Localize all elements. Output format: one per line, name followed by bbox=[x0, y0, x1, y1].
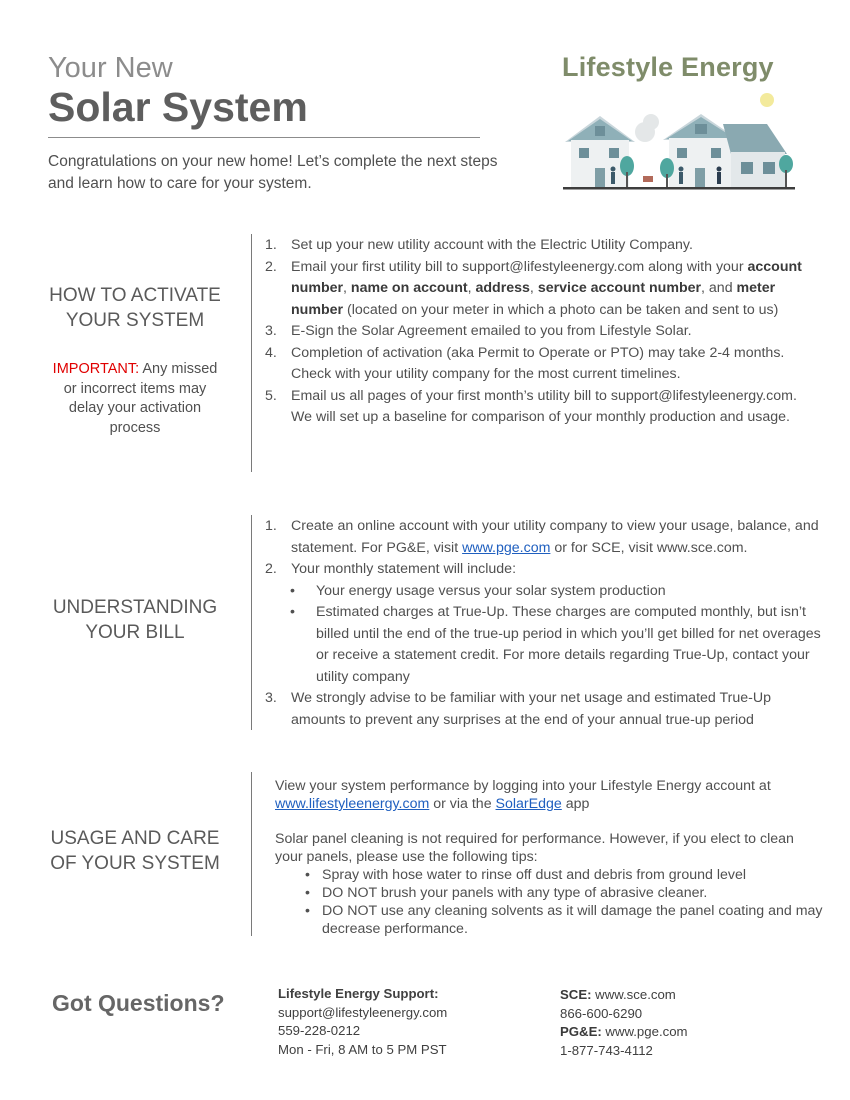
houses-illustration bbox=[555, 82, 805, 194]
important-label: IMPORTANT: bbox=[52, 361, 140, 377]
pge-row bbox=[560, 1023, 688, 1042]
list-item: • DO NOT brush your panels with any type of abrasive cleaner. bbox=[305, 885, 708, 901]
list-item: 3. E-Sign the Solar Agreement emailed to you from Lifestyle Solar. bbox=[265, 323, 692, 339]
care-p1-tail: app bbox=[561, 796, 590, 812]
separator: , bbox=[343, 280, 351, 296]
step-2-tail: (located on your meter in which a photo can be taken and sent to us) bbox=[343, 301, 779, 318]
activate-step-5: Email us all pages of your first month’s utility bill to support@lifestyleenergy.com. We will set up a baseline for comparison of your monthly production and usage. bbox=[291, 387, 797, 425]
support-label: Lifestyle Energy Support: bbox=[278, 986, 439, 1001]
service-account-number-term: service account number bbox=[537, 280, 702, 296]
solaredge-link[interactable]: SolarEdge bbox=[495, 796, 562, 812]
statement-bullet-1: Your energy usage versus your solar system production bbox=[316, 582, 666, 599]
questions-title: Got Questions? bbox=[52, 990, 225, 1016]
care-heading: USAGE AND CARE OF YOUR SYSTEM bbox=[50, 828, 220, 874]
sce-row bbox=[560, 986, 688, 1005]
important-text: Any missed or incorrect items may delay your activation process bbox=[63, 361, 218, 436]
sce-phone: 866-600-6290 bbox=[560, 1005, 643, 1021]
bill-step-1 bbox=[291, 518, 819, 556]
tip-1: Spray with hose water to rinse off dust and debris from ground level bbox=[322, 867, 747, 883]
separator: , and bbox=[701, 280, 737, 296]
activate-step-2 bbox=[291, 259, 802, 318]
sce-site[interactable]: www.sce.com bbox=[591, 987, 676, 1002]
pge-site[interactable]: www.pge.com bbox=[601, 1024, 688, 1039]
name-on-account-term: name on account bbox=[350, 280, 468, 296]
care-paragraph-1 bbox=[275, 777, 820, 813]
cleaning-tips bbox=[275, 866, 825, 938]
title-line-1: Your New bbox=[48, 52, 173, 84]
utility-contacts bbox=[560, 986, 688, 1060]
statement-bullets bbox=[265, 581, 821, 689]
important-note bbox=[45, 360, 225, 438]
logo-text: Lifestyle Energy bbox=[562, 52, 774, 82]
list-item: 5. Email us all pages of your first month’s utility bill to support@lifestyleenergy.com. We will set up a baseline for comparison of your monthly production and usage. bbox=[265, 387, 797, 425]
separator: , bbox=[529, 280, 538, 296]
support-phone: 559-228-0212 bbox=[278, 1023, 361, 1038]
list-item: 2. Email your first utility bill to support@lifestyleenergy.com along with your account number, name on account, address, service account number, and meter number (located on your meter in which a photo can be taken and sent to us) bbox=[265, 258, 802, 318]
bill-step-3: We strongly advise to be familiar with your net usage and estimated True-Up amounts to prevent any surprises at the end of your annual true-up period bbox=[291, 690, 771, 728]
list-item: 3. We strongly advise to be familiar with your net usage and estimated True-Up amounts to prevent any surprises at the end of your annual true-up period bbox=[265, 690, 771, 728]
list-item: 1. Set up your new utility account with the Electric Utility Company. bbox=[265, 237, 693, 253]
tip-3: DO NOT use any cleaning solvents as it will damage the panel coating and may decrease performance. bbox=[322, 903, 823, 937]
bill-step-1-text: Create an online account with your utility company to view your usage, balance, and statement. For PG&E, visit bbox=[291, 518, 819, 556]
lifestyleenergy-link[interactable]: www.lifestyleenergy.com bbox=[275, 796, 430, 812]
activate-steps bbox=[265, 235, 813, 429]
care-divider bbox=[251, 772, 252, 936]
list-item: • Estimated charges at True-Up. These charges are computed monthly, but isn’t billed until the end of the true-up period in which you’ll get billed for net overages or receive a statement credit. For more details regarding True-Up, contact your utility company bbox=[290, 604, 821, 685]
list-item: 1. Create an online account with your utility company to view your usage, balance, and statement. For PG&E, visit www.pge.com or for SCE, visit www.sce.com. bbox=[265, 518, 819, 556]
support-hours: Mon - Fri, 8 AM to 5 PM PST bbox=[278, 1041, 447, 1057]
care-p1-mid: or via the bbox=[429, 796, 496, 812]
tip-2: DO NOT brush your panels with any type of abrasive cleaner. bbox=[322, 885, 708, 901]
pge-phone: 1-877-743-4112 bbox=[560, 1042, 653, 1058]
list-item: • Spray with hose water to rinse off dust and debris from ground level bbox=[305, 867, 747, 883]
bill-step-2: Your monthly statement will include: bbox=[291, 561, 517, 577]
bill-divider bbox=[251, 515, 252, 730]
activate-step-4: Completion of activation (aka Permit to Operate or PTO) may take 2-4 months. Check with your utility company for the most current timelines. bbox=[291, 344, 785, 382]
bill-heading: UNDERSTANDING YOUR BILL bbox=[52, 597, 218, 643]
pge-label: PG&E: bbox=[560, 1024, 602, 1039]
list-item: • Your energy usage versus your solar system production bbox=[290, 582, 666, 599]
title-divider bbox=[48, 137, 480, 138]
bill-step-1-tail: or for SCE, visit www.sce.com. bbox=[550, 539, 748, 556]
support-email[interactable]: support@lifestyleenergy.com bbox=[278, 1004, 448, 1020]
meter-number-term: meter number bbox=[291, 280, 776, 318]
page-title: Solar System bbox=[48, 84, 308, 130]
separator: , bbox=[467, 280, 476, 296]
support-contact bbox=[278, 985, 447, 1059]
pge-link[interactable]: www.pge.com bbox=[462, 539, 551, 556]
list-item: 4. Completion of activation (aka Permit to Operate or PTO) may take 2-4 months. Check with your utility company for the most current timelines. bbox=[265, 344, 785, 382]
activate-step-3: E-Sign the Solar Agreement emailed to you from Lifestyle Solar. bbox=[291, 323, 692, 339]
list-item: • DO NOT use any cleaning solvents as it will damage the panel coating and may decrease performance. bbox=[305, 903, 823, 937]
step-2-text: Email your first utility bill to support@lifestyleenergy.com along with your bbox=[291, 258, 748, 275]
care-p1-text: View your system performance by logging into your Lifestyle Energy account at bbox=[275, 778, 771, 794]
activate-heading: HOW TO ACTIVATE YOUR SYSTEM bbox=[49, 285, 221, 331]
activate-divider bbox=[251, 234, 252, 472]
activate-step-1: Set up your new utility account with the Electric Utility Company. bbox=[291, 237, 693, 253]
address-term: address bbox=[475, 280, 530, 296]
list-item: 2. Your monthly statement will include: • Your energy usage versus your solar system production • Estimated charges at True-Up. These charges are computed monthly, but isn’t billed until the end of the true-up period in which you’ll get billed for net overages or receive a statement credit. For more details regarding True-Up, contact your utility company bbox=[265, 559, 821, 688]
bill-steps bbox=[265, 516, 821, 731]
sce-label: SCE: bbox=[560, 987, 592, 1002]
statement-bullet-2: Estimated charges at True-Up. These charges are computed monthly, but isn’t billed until the end of the true-up period in which you’ll get billed for net overages or receive a statement credit. For more details regarding True-Up, contact your utility company bbox=[316, 604, 821, 685]
care-paragraph-2: Solar panel cleaning is not required for performance. However, if you elect to clean your panels, please use the following tips: bbox=[275, 831, 794, 865]
account-number-term: account number bbox=[291, 258, 802, 296]
intro-text: Congratulations on your new home! Let’s complete the next steps and learn how to care for your system. bbox=[48, 153, 498, 192]
